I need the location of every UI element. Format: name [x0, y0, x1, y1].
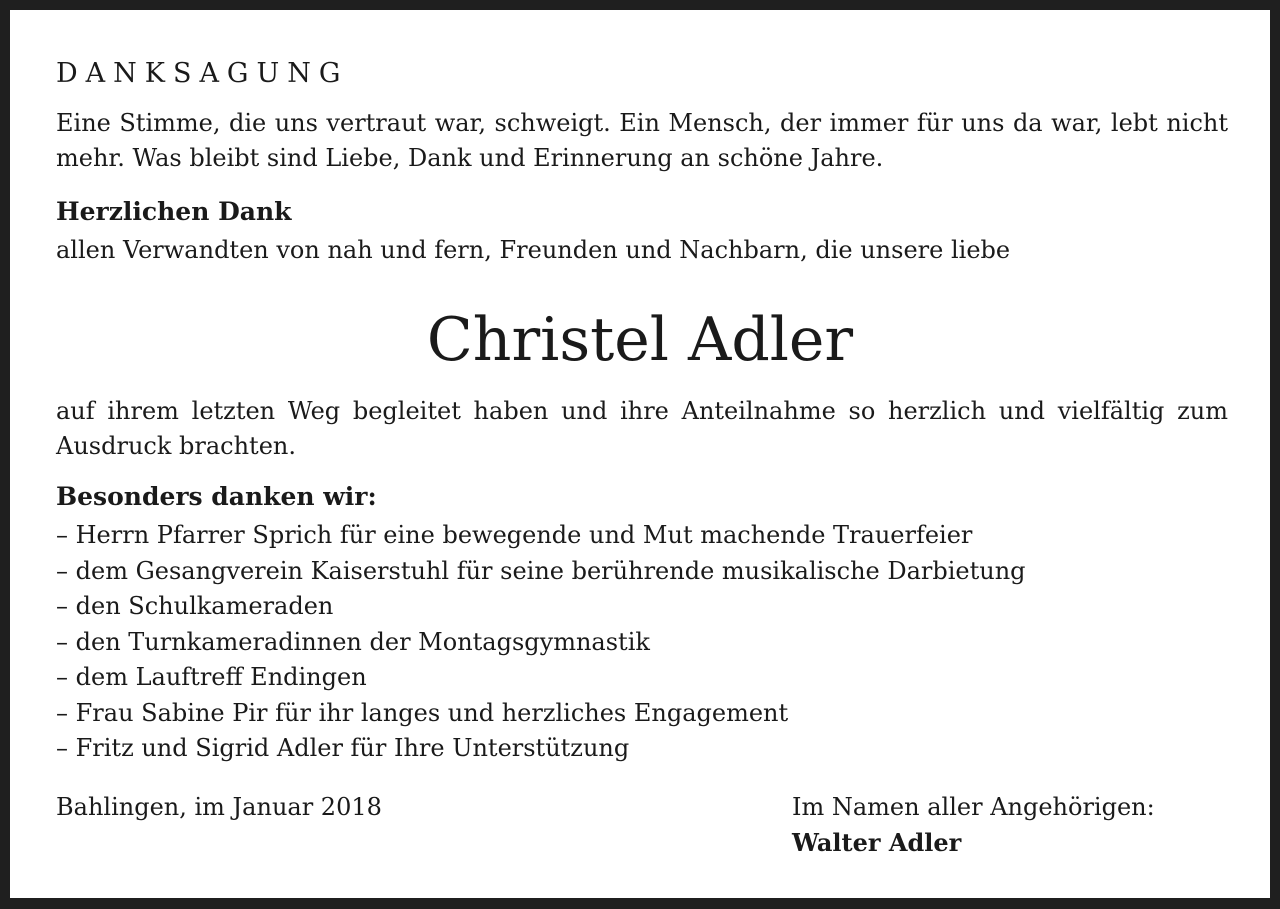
signature: Walter Adler [792, 828, 962, 857]
list-item: – den Schulkameraden [56, 592, 334, 620]
notice-heading: DANKSAGUNG [56, 58, 349, 89]
obituary-notice [10, 10, 1270, 898]
place-date: Bahlingen, im Januar 2018 [56, 793, 382, 821]
list-item: – Fritz und Sigrid Adler für Ihre Unterstützung [56, 734, 630, 762]
list-item: – den Turnkameradinnen der Montagsgymnastik [56, 627, 650, 656]
list-item: – dem Gesangverein Kaiserstuhl für seine berührende musikalische Darbietung [56, 556, 1026, 585]
thanks-title: Herzlichen Dank [56, 197, 292, 226]
list-item: – Frau Sabine Pir für ihr langes und herzliches Engagement [56, 698, 789, 727]
on-behalf-text: Im Namen aller Angehörigen: [792, 793, 1155, 821]
deceased-name: Christel Adler [426, 305, 854, 375]
thanks-text: allen Verwandten von nah und fern, Freunden und Nachbarn, die unsere liebe [56, 236, 1011, 264]
special-thanks-list [56, 518, 1026, 767]
intro-paragraph: Eine Stimme, die uns vertraut war, schweigt. Ein Mensch, der immer für uns da war, lebt nicht mehr. Was bleibt sind Liebe, Dank und Erinnerung an schöne Jahre. [56, 109, 1228, 172]
list-item: – Herrn Pfarrer Sprich für eine bewegende und Mut machende Trauerfeier [56, 521, 973, 549]
accompanied-paragraph: auf ihrem letzten Weg begleitet haben und ihre Anteilnahme so herzlich und vielfältig zum Ausdruck brachten. [56, 397, 1228, 460]
list-item: – dem Lauftreff Endingen [56, 663, 367, 691]
special-thanks-title: Besonders danken wir: [56, 482, 377, 511]
